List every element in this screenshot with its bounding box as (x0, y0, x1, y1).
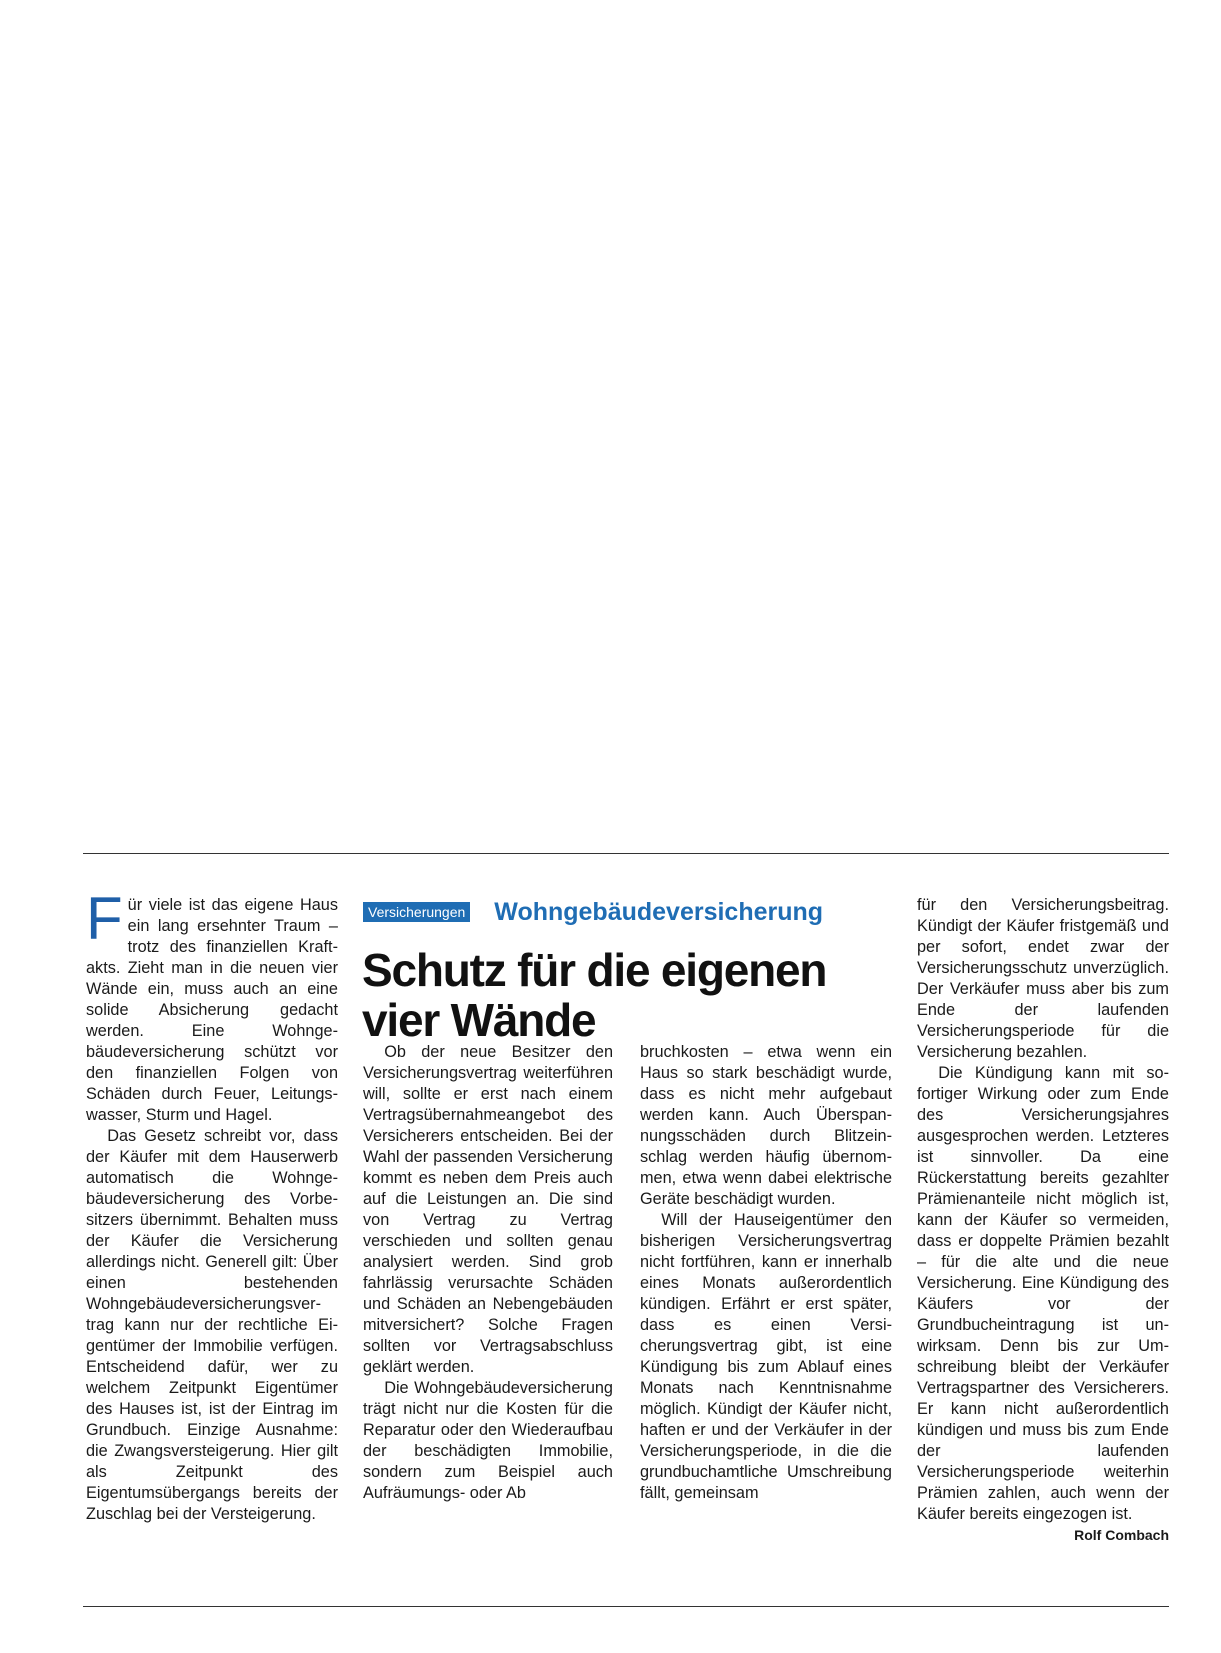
drop-cap: F (86, 885, 123, 952)
headline-line-2: vier Wände (362, 994, 596, 1046)
article-column-4 (917, 895, 1169, 1546)
article-column-3 (640, 1042, 892, 1504)
article-headline (362, 945, 882, 1045)
bottom-rule (83, 1606, 1169, 1607)
paragraph (917, 1063, 1169, 1543)
paragraph: bruchkosten – etwa wenn ein Haus so stark beschädigt wurde, dass es nicht mehr aufgebaut werden kann. Auch Überspannungsschäden durch Blitzeinschlag werden häufig übernommen, etwa wenn dabei elektrische Geräte beschädigt wurden. (640, 1043, 892, 1208)
top-rule (83, 853, 1169, 854)
article-column-2 (363, 1042, 613, 1504)
paragraph: für den Versicherungsbeitrag. Kündigt der Käufer fristgemäß und per sofort, endet zwar der Versicherungsschutz unverzüglich. Der Verkäufer muss aber bis zum Ende der laufenden Versicherungsperiode für die Versicherung bezahlen. (917, 896, 1169, 1061)
headline-line-1: Schutz für die eigenen (362, 944, 827, 996)
paragraph: Ob der neue Besitzer den Versicherungsvertrag weiterführen will, sollte er erst nach einem Vertragsübernahmeangebot des Versicherers entscheiden. Bei der Wahl der passenden Versicherung kommt es neben dem Preis auch auf die Leistungen an. Die sind von Vertrag zu Vertrag verschieden und sollten genau analysiert werden. Sind grob fahrlässig verursachte Schäden und Schäden an Nebengebäuden mitversichert? Solche Fragen sollten vor Vertragsabschluss geklärt werden. (363, 1043, 613, 1376)
paragraph: Das Gesetz schreibt vor, dass der Käufer mit dem Hauserwerb automatisch die Wohngebäudeversicherung des Vorbesitzers übernimmt. Behalten muss der Käufer die Versicherung allerdings nicht. Generell gilt: Über einen bestehenden Wohngebäudeversicherungsvertrag kann nur der rechtliche Eigentümer der Immobilie verfügen. Entscheidend dafür, wer zu welchem Zeitpunkt Eigentümer des Hauses ist, ist der Eintrag im Grundbuch. Einzige Ausnahme: die Zwangsversteigerung. Hier gilt als Zeitpunkt des Eigentumsübergangs bereits der Zuschlag bei der Versteigerung. (86, 1127, 338, 1523)
author-byline: Rolf Combach (1074, 1527, 1169, 1543)
category-tag: Versicherungen (363, 902, 470, 922)
kicker-title: Wohngebäudeversicherung (494, 898, 824, 926)
paragraph-text: Die Kündigung kann mit sofortiger Wirkung oder zum Ende des Versicherungsjahres ausgesprochen werden. Letzteres ist sinnvoller. Da eine Rückerstattung bereits gezahlter Prämienanteile nicht möglich ist, kann der Käufer so vermeiden, dass er doppelte Prämien bezahlt – für die alte und die neue Versicherung. Eine Kündigung des Käufers vor der Grundbucheintragung ist unwirksam. Denn bis zur Umschreibung bleibt der Verkäufer Vertragspartner des Versicherers. Er kann nicht außerordentlich kündigen und muss bis zum Ende der laufenden Versicherungsperiode weiterhin Prämien zahlen, auch wenn der Käufer bereits eingezogen ist. (917, 1064, 1169, 1523)
paragraph: ür viele ist das eigene Haus ein lang ersehnter Traum – trotz des finanziellen Kraftakts. Zieht man in die neuen vier Wände ein, muss auch an eine solide Absicherung gedacht werden. Eine Wohngebäudeversicherung schützt vor den finanziellen Folgen von Schäden durch Feuer, Leitungswasser, Sturm und Hagel. (86, 896, 338, 1124)
paragraph: Die Wohngebäudeversicherung trägt nicht nur die Kosten für die Reparatur oder den Wiederaufbau der beschädigten Immobilie, sondern zum Beispiel auch Aufräumungs- oder Ab (363, 1379, 613, 1502)
paragraph: Will der Hauseigentümer den bisherigen Versicherungsvertrag nicht fortführen, kann er innerhalb eines Monats außerordentlich kündigen. Erfährt er erst später, dass es einen Versicherungsvertrag gibt, ist eine Kündigung bis zum Ablauf eines Monats nach Kenntnisnahme möglich. Kündigt der Käufer nicht, haften er und der Verkäufer in der Versicherungsperiode, in die die grundbuchamtliche Umschreibung fällt, gemeinsam (640, 1211, 892, 1502)
article-column-1 (86, 885, 338, 1525)
article-kicker (363, 897, 823, 927)
